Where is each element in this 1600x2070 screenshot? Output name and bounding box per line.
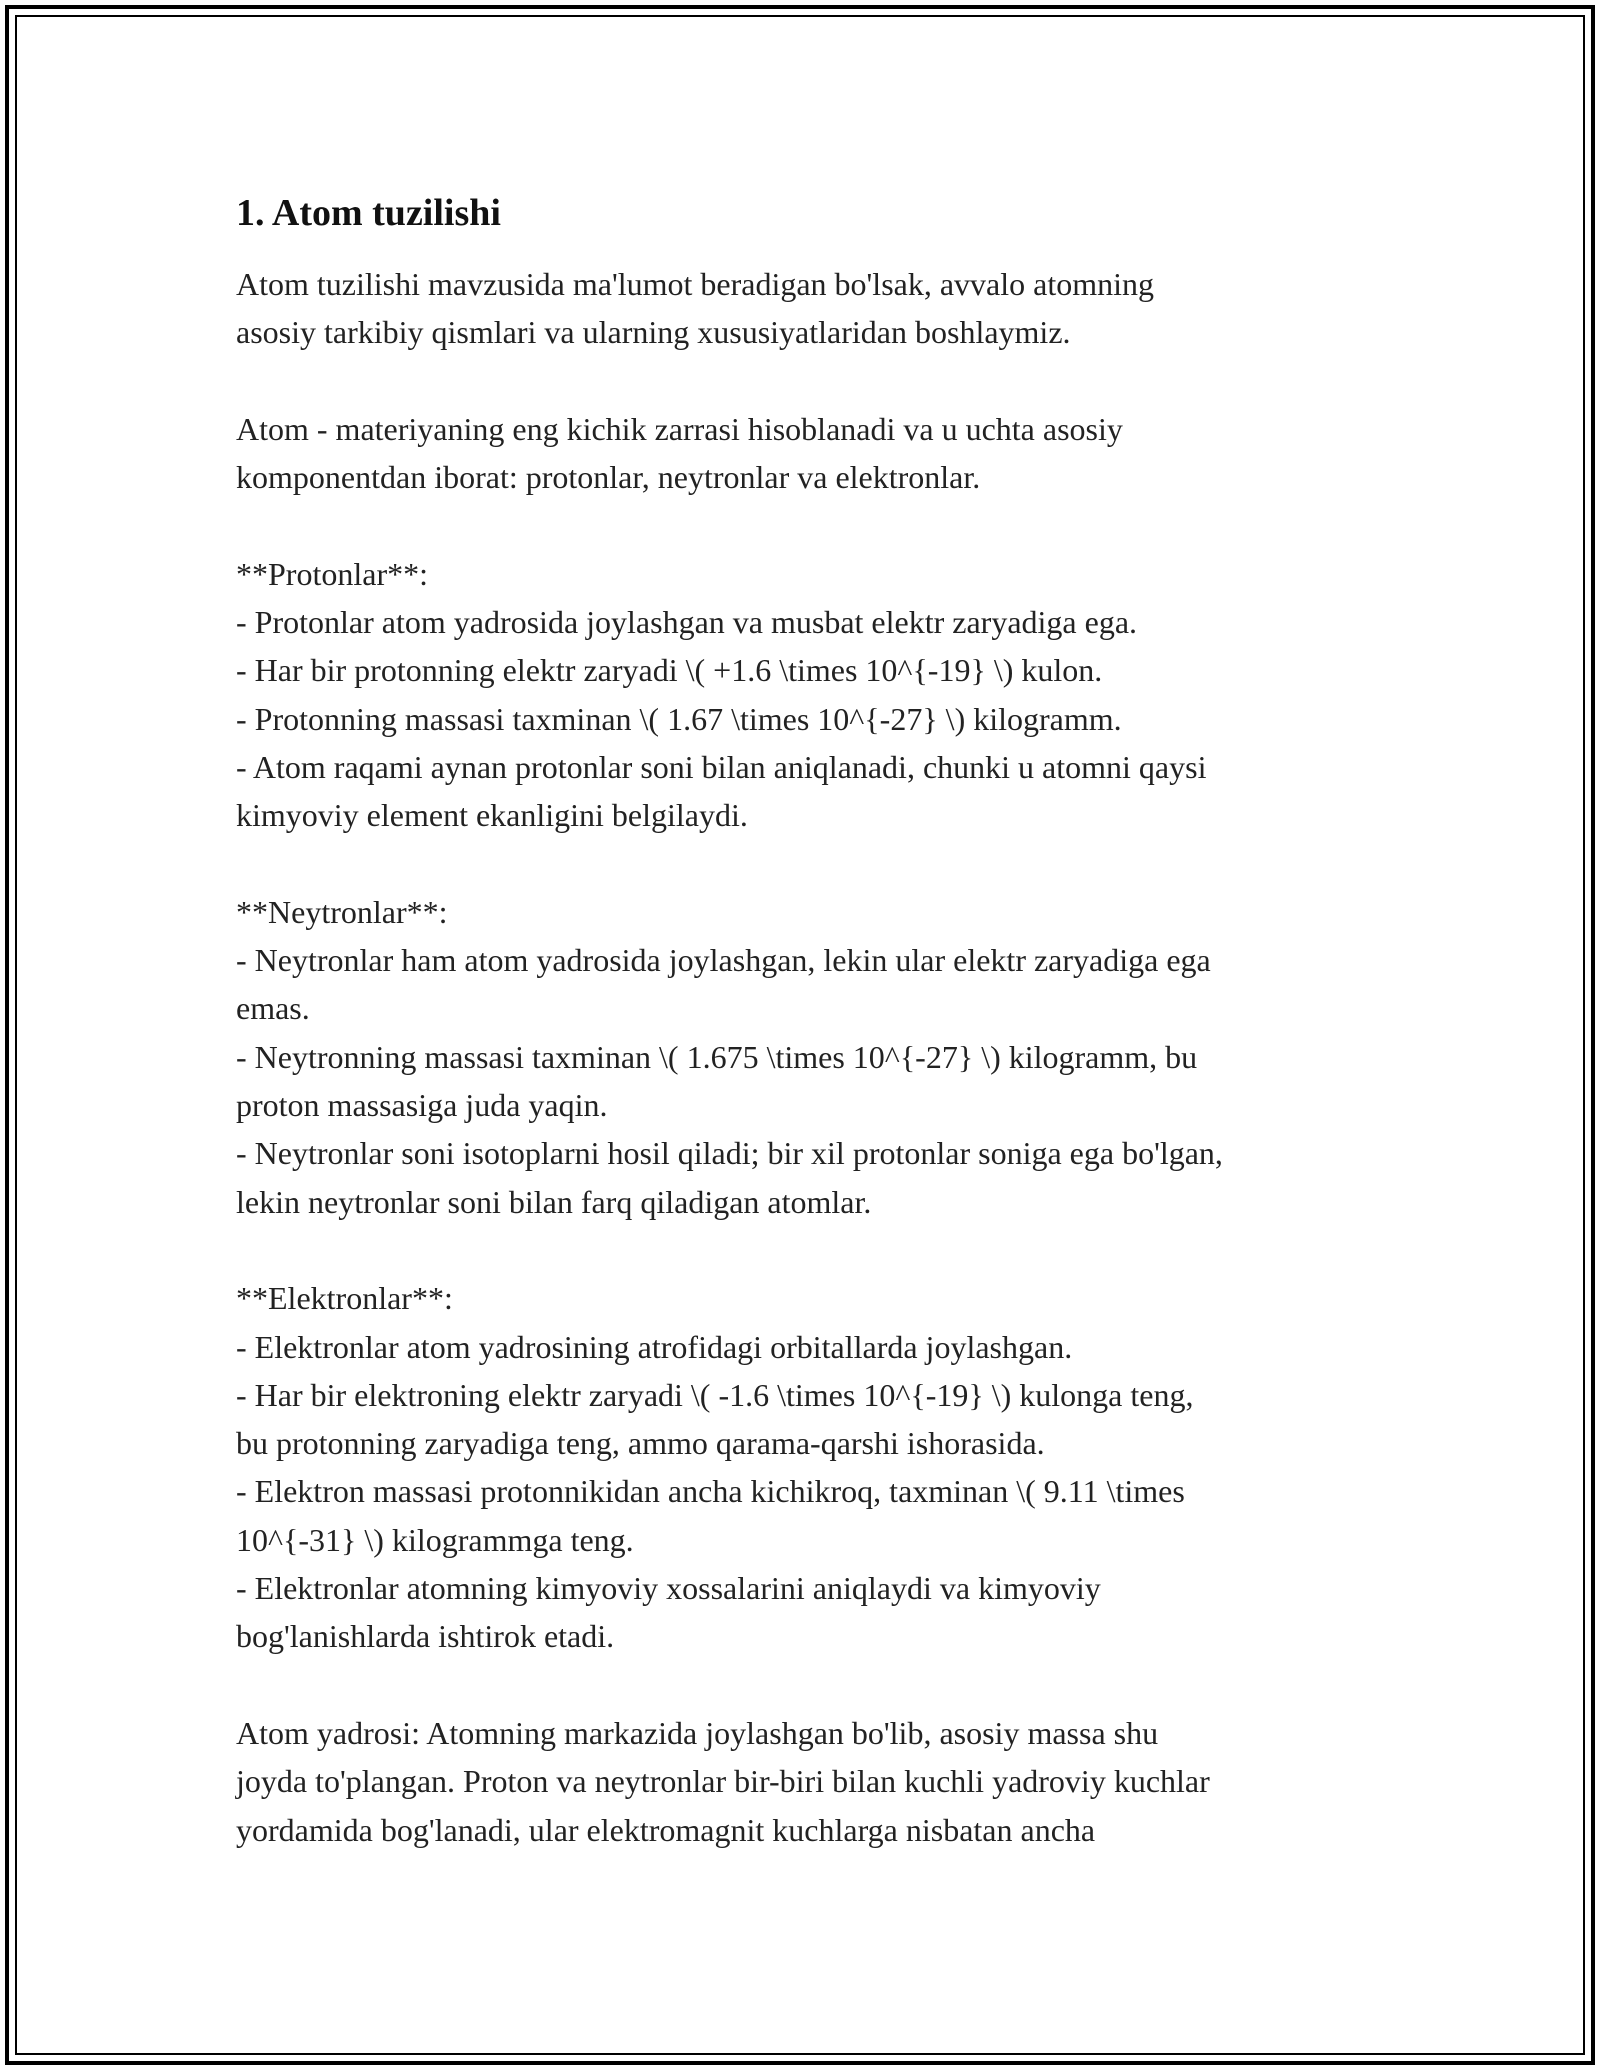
document-body: Atom tuzilishi mavzusida ma'lumot beradigan bo'lsak, avvalo atomning asosiy tarkibiy qismlari va ularning xususiyatlaridan boshlaymiz. Atom - materiyaning eng kichik zarrasi hisoblanadi va u uchta asosiy komponentdan iborat: protonlar, neytronlar va elektronlar. **Protonlar**: - Protonlar atom yadrosida joylashgan va musbat elektr zaryadiga ega. - Har bir protonning elektr zaryadi \( +1.6 \times 10^{-19} \) kulon. - Protonning massasi taxminan \( 1.67 \times 10^{-27} \) kilogramm. - Atom raqami aynan protonlar soni bilan aniqlanadi, chunki u atomni qaysi kimyoviy element ekanligini belgilaydi. **Neytronlar**: - Neytronlar ham atom yadrosida joylashgan, lekin ular elektr zaryadiga ega emas. - Neytronning massasi taxminan \( 1.675 \times 10^{-27} \) kilogramm, bu proton massasiga juda yaqin. - Neytronlar soni isotoplarni hosil qiladi; bir xil protonlar soniga ega bo'lgan, lekin neytronlar soni bilan farq qiladigan atomlar. **Elektronlar**: - Elektronlar atom yadrosining atrofidagi orbitallarda joylashgan. - Har bir elektroning elektr zaryadi \( -1.6 \times 10^{-19} \) kulonga teng, bu protonning zaryadiga teng, ammo qarama-qarshi ishorasida. - Elektron massasi protonnikidan ancha kichikroq, taxminan \( 9.11 \times 10^{-31} \) kilogrammga teng. - Elektronlar atomning kimyoviy xossalarini aniqlaydi va kimyoviy bog'lanishlarda ishtirok etadi. Atom yadrosi: Atomning markazida joylashgan bo'lib, asosiy massa shu joyda to'plangan. Proton va neytronlar bir-biri bilan kuchli yadroviy kuchlar yordamida bog'lanadi, ular elektromagnit kuchlarga nisbatan ancha [236,266,1223,1848]
document-content [236,188,1386,1854]
document-heading: 1. Atom tuzilishi [236,192,501,234]
